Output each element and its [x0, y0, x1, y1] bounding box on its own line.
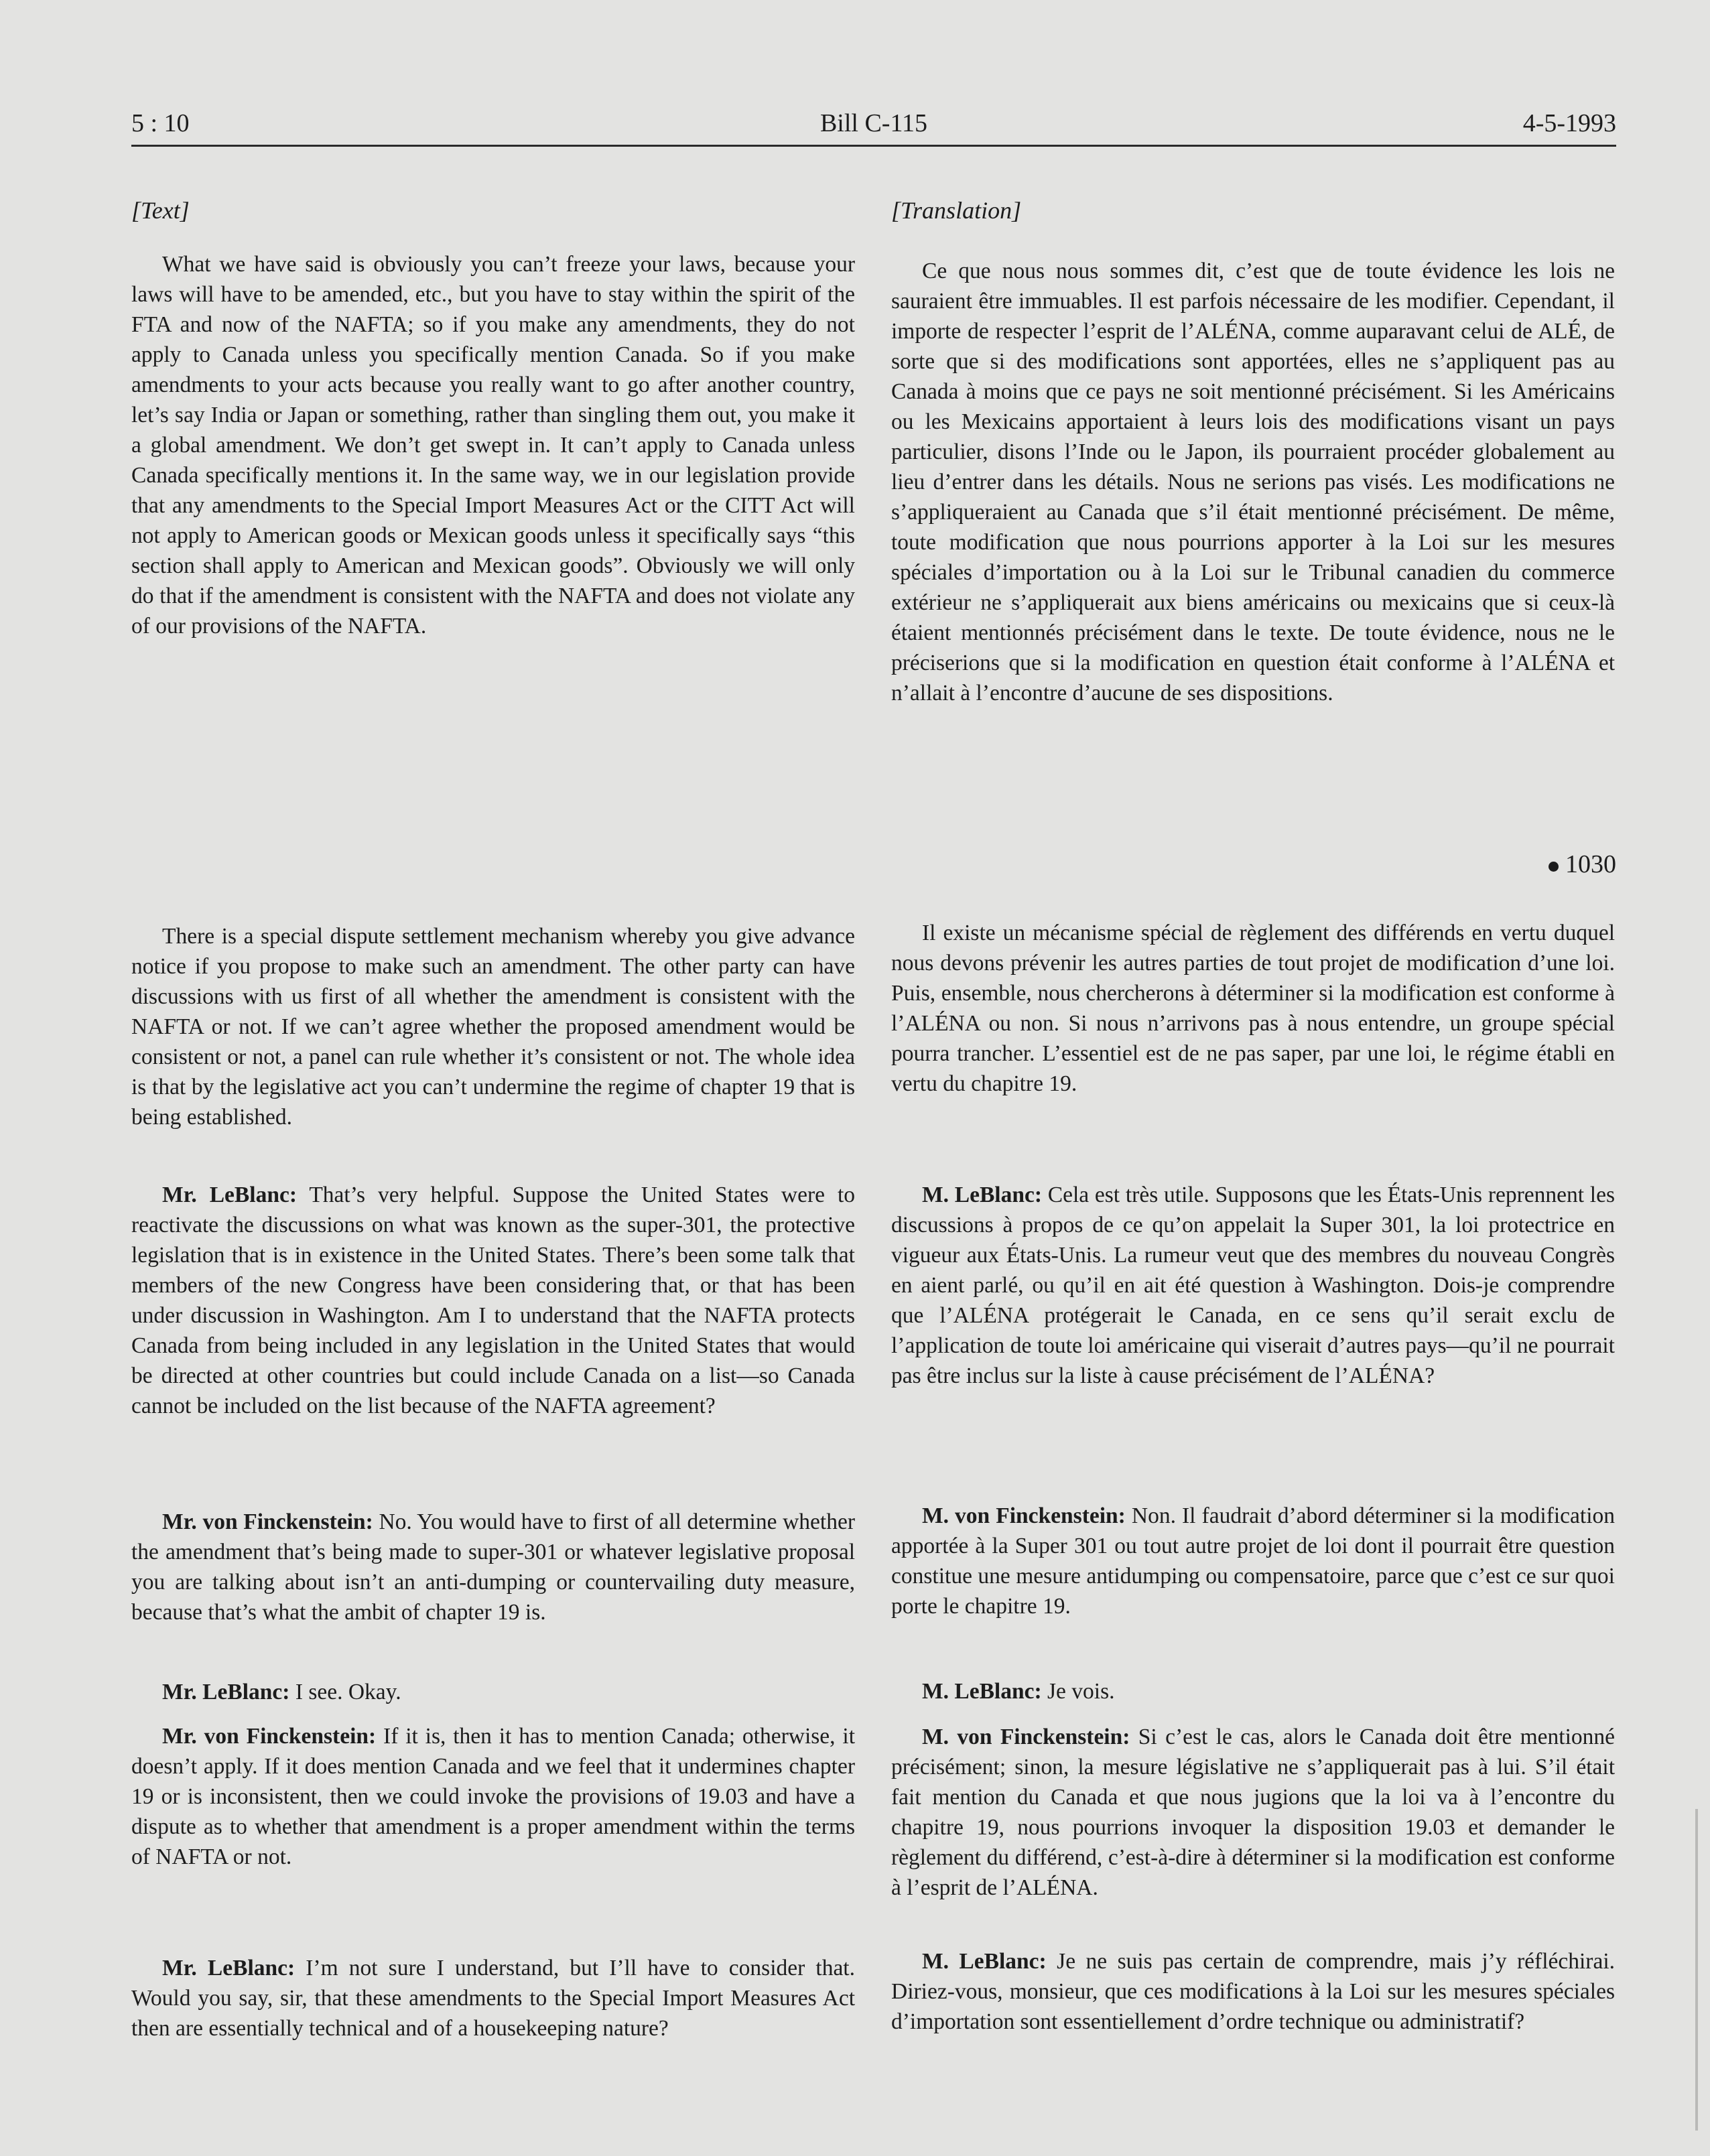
left-paragraph-3: Mr. LeBlanc: That’s very helpful. Suppose the United States were to reactivate the discussions on what was known as the super-301, the protective legislation that is in existence in the United States. There’s been some talk that members of the new Congress have been considering that, or that has been under discussion in Washington. Am I to understand that the NAFTA protects Canada from being included in any legislation in the United States that would be directed at other countries but could include Canada on a list—so Canada cannot be included on the list because of the NAFTA agreement? [131, 1183, 856, 1418]
header-date: 4-5-1993 [1522, 109, 1616, 137]
right-paragraph-2: Il existe un mécanisme spécial de règlement des différends en vertu duquel nous devons prévenir les autres parties de tout projet de modification d’une loi. Puis, ensemble, nous chercherons à déterminer si la modification est conforme à l’ALÉNA ou non. Si nous n’arrivons pas à nous entendre, un groupe spécial pourra trancher. L’essentiel est de ne pas saper, par une loi, le régime établi en vertu du chapitre 19. [891, 921, 1615, 1096]
left-paragraph-6: Mr. von Finckenstein: If it is, then it has to mention Canada; otherwise, it doesn’t apply. If it does mention Canada and we feel that it undermines chapter 19 or is inconsistent, then we could invoke the provisions of 19.03 and have a dispute as to whether that amendment is a proper amendment within the terms of NAFTA or not. [131, 1724, 855, 1869]
right-paragraph-6: M. von Finckenstein: Si c’est le cas, alors le Canada doit être mentionné précisément; sinon, la mesure législative ne s’appliquerait pas à lui. S’il était fait mention du Canada et que nous jugions que la loi va à l’encontre du chapitre 19, nous pourrions invoquer la disposition 19.03 et demander le règlement du différend, c’est-à-dire à déterminer si la modification est conforme à l’esprit de l’ALÉNA. [891, 1725, 1616, 1900]
right-paragraph-1: Ce que nous nous sommes dit, c’est que de toute évidence les lois ne sauraient être immuables. Il est parfois nécessaire de les modifier. Cependant, il importe de respecter l’esprit de l’ALÉNA, comme auparavant celui de ALÉ, de sorte que si des modifications sont apportées, elles ne s’appliquent pas au Canada à moins que ce pays ne soit mentionné précisément. Si les Américains ou les Mexicains apportaient à leurs lois des modifications visant un pays particulier, disons l’Inde ou le Japon, ils pourraient procéder globalement au lieu d’entrer dans les détails. Nous ne serions pas visés. Les modifications ne s’appliqueraient au Canada que s’il était mentionné précisément. De même, toute modification que nous pourrions apporter à la Loi sur les mesures spéciales d’importation ou à la Loi sur le Tribunal canadien du commerce extérieur ne s’appliquerait aux biens américains ou mexicains que si ceux-là étaient mentionnés précisément dans le texte. De toute évidence, nous ne le préciserions que si la modification en question était conforme à l’ALÉNA et n’allait à l’encontre d’aucune de ses dispositions. [891, 259, 1615, 705]
left-paragraph-5: Mr. LeBlanc: I see. Okay. [162, 1680, 401, 1704]
left-paragraph-1: What we have said is obviously you can’t freeze your laws, because your laws will have to be amended, etc., but you have to stay within the spirit of the FTA and now of the NAFTA; so if you make any amendments, they do not apply to Canada unless you specifically mention Canada. So if you make amendments to your acts because you really want to go after another country, let’s say India or Japan or something, rather than singling them out, you make it a global amendment. We don’t get swept in. It can’t apply to Canada unless Canada specifically mentions it. In the same way, we in our legislation provide that any amendments to the Special Import Measures Act or the CITT Act will not apply to American goods or Mexican goods unless it specifically says “this section shall apply to American and Mexican goods”. Obviously we will only do that if the amendment is consistent with the NAFTA and does not violate any of our provisions of the NAFTA. [131, 252, 855, 638]
time-marker: 1030 [1549, 850, 1616, 879]
right-paragraph-4: M. von Finckenstein: Non. Il faudrait d’abord déterminer si la modification apportée à la Super 301 ou tout autre projet de loi dont il pourrait être question constitue une mesure antidumping ou compensatoire, parce que c’est ce sur quoi porte le chapitre 19. [891, 1503, 1616, 1619]
bill-title: Bill C-115 [819, 109, 928, 137]
speaker-name: Mr. LeBlanc: [162, 1956, 295, 1980]
speaker-name: M. LeBlanc: [922, 1183, 1043, 1207]
speaker-name: M. von Finckenstein: [922, 1725, 1130, 1749]
speaker-name: Mr. LeBlanc: [162, 1680, 290, 1704]
speaker-name: Mr. von Finckenstein: [162, 1509, 373, 1534]
page-number: 5 : 10 [131, 109, 190, 137]
page-header [131, 109, 1616, 149]
translation-label: [Translation] [891, 197, 1022, 224]
speaker-name: M. von Finckenstein: [922, 1503, 1126, 1528]
speaker-name: M. LeBlanc: [922, 1949, 1047, 1974]
right-paragraph-3: M. LeBlanc: Cela est très utile. Supposons que les États-Unis reprennent les discussions à propos de ce qu’on appelait la Super 301, la loi protectrice en vigueur aux États-Unis. La rumeur veut que des membres du nouveau Congrès en aient parlé, ou qu’il en ait été question à Washington. Dois-je comprendre que l’ALÉNA protégerait le Canada, en ce sens qu’il serait exclu de l’application de toute loi américaine qui viserait d’autres pays—qu’il ne pourrait pas être inclus sur la liste à cause précisément de l’ALÉNA? [891, 1183, 1616, 1388]
speaker-name: Mr. von Finckenstein: [162, 1724, 377, 1749]
bullet-icon [1549, 862, 1559, 872]
left-paragraph-7: Mr. LeBlanc: I’m not sure I understand, but I’ll have to consider that. Would you say, sir, that these amendments to the Special Import Measures Act then are essentially technical and of a housekeeping nature? [131, 1956, 855, 2041]
right-paragraph-7: M. LeBlanc: Je ne suis pas certain de comprendre, mais j’y réfléchirai. Diriez-vous, monsieur, que ces modifications à la Loi sur les mesures spéciales d’importation sont essentiellement d’ordre technique ou administratif? [891, 1949, 1616, 2034]
speaker-name: Mr. LeBlanc: [162, 1183, 297, 1207]
right-paragraph-5: M. LeBlanc: Je vois. [922, 1679, 1115, 1704]
left-paragraph-2: There is a special dispute settlement mechanism whereby you give advance notice if you propose to make such an amendment. The other party can have discussions with us first of all whether the amendment is consistent with the NAFTA or not. If we can’t agree whether the proposed amendment would be consistent or not, a panel can rule whether it’s consistent or not. The whole idea is that by the legislative act you can’t undermine the regime of chapter 19 that is being established. [131, 924, 855, 1130]
text-label: [Text] [131, 197, 190, 224]
header-rule [131, 145, 1616, 147]
left-paragraph-4: Mr. von Finckenstein: No. You would have to first of all determine whether the amendment that’s being made to super-301 or whatever legislative proposal you are talking about isn’t an anti-dumping or countervailing duty measure, because that’s what the ambit of chapter 19 is. [131, 1509, 855, 1625]
speaker-name: M. LeBlanc: [922, 1679, 1042, 1704]
binding-edge [1695, 1809, 1698, 2131]
